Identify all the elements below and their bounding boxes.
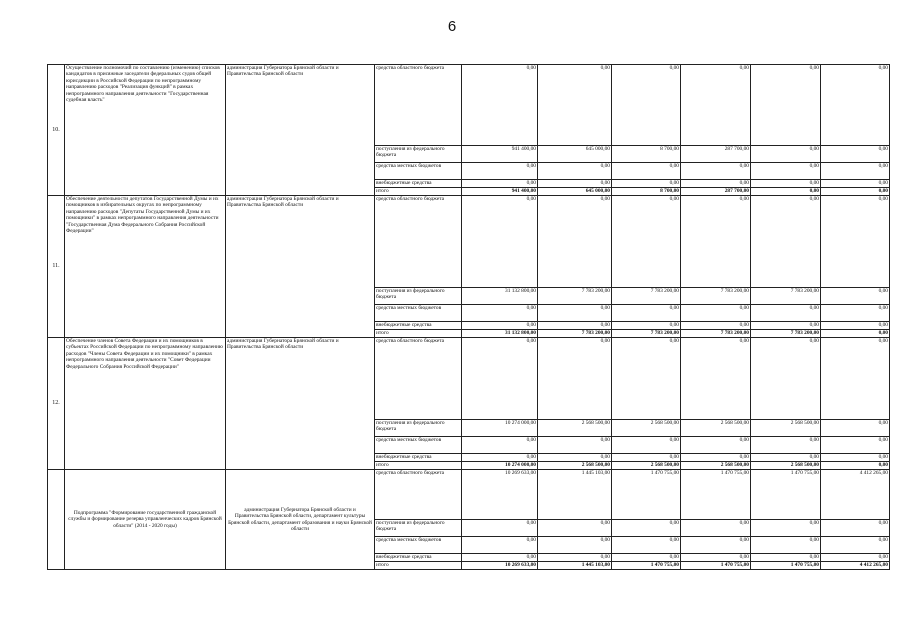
amount-cell: 287 700,00	[681, 188, 751, 196]
measure-name: Подпрограмма "Формирование государственной гражданской службы и формирование резерва управленческих кадров Брянской области" (2014 - 2020 годы)	[65, 470, 226, 570]
amount-cell: 0,00	[681, 305, 751, 322]
funding-source: средства областного бюджета	[375, 470, 462, 520]
amount-cell: 1 470 755,00	[612, 562, 681, 570]
table-row	[48, 338, 890, 420]
amount-cell: 0,00	[751, 163, 821, 180]
amount-cell: 7 783 200,00	[612, 330, 681, 338]
amount-cell: 0,00	[681, 65, 751, 146]
amount-cell: 2 568 500,00	[681, 462, 751, 470]
amount-cell: 0,00	[538, 196, 612, 288]
amount-cell: 0,00	[681, 520, 751, 537]
funding-source: средства местных бюджетов	[375, 163, 462, 180]
amount-cell: 0,00	[821, 65, 890, 146]
amount-cell: 0,00	[462, 305, 538, 322]
amount-cell: 0,00	[751, 146, 821, 163]
measure-name: Осуществление полномочий по составлению (изменению) списков кандидатов в присяжные заседатели федеральных судов общей юрисдикции в Российской Федерации по непрограммному направлению расходов "Реализация функций" в рамках непрограммного направления деятельности "Государственная судебная власть"	[65, 65, 226, 196]
amount-cell: 0,00	[612, 554, 681, 562]
amount-cell: 7 783 200,00	[681, 288, 751, 305]
table-row	[48, 196, 890, 288]
amount-cell: 2 568 500,00	[538, 420, 612, 437]
funding-source: поступления из федерального бюджета	[375, 288, 462, 305]
executor: администрация Губернатора Брянской области и Правительства Брянской области, департамент культуры Брянской области, департамент образования и науки Брянской области	[226, 470, 375, 570]
amount-cell: 10 274 000,00	[462, 462, 538, 470]
amount-cell: 0,00	[462, 163, 538, 180]
table-row	[48, 65, 890, 146]
amount-cell: 0,00	[612, 454, 681, 462]
amount-cell: 941 400,00	[462, 188, 538, 196]
amount-cell: 2 568 500,00	[612, 420, 681, 437]
funding-source: поступления из федерального бюджета	[375, 420, 462, 437]
amount-cell: 0,00	[821, 554, 890, 562]
funding-source: итого	[375, 188, 462, 196]
amount-cell: 0,00	[751, 188, 821, 196]
amount-cell: 0,00	[821, 437, 890, 454]
amount-cell: 0,00	[612, 322, 681, 330]
amount-cell: 0,00	[751, 338, 821, 420]
row-number: 12.	[48, 338, 65, 470]
amount-cell: 0,00	[821, 454, 890, 462]
funding-source: средства областного бюджета	[375, 338, 462, 420]
amount-cell: 31 132 800,00	[462, 330, 538, 338]
amount-cell: 0,00	[538, 305, 612, 322]
amount-cell: 0,00	[538, 338, 612, 420]
amount-cell: 645 000,00	[538, 188, 612, 196]
amount-cell: 7 783 200,00	[538, 330, 612, 338]
amount-cell: 0,00	[462, 554, 538, 562]
amount-cell: 10 269 633,00	[462, 562, 538, 570]
amount-cell: 0,00	[462, 196, 538, 288]
amount-cell: 0,00	[751, 437, 821, 454]
amount-cell: 0,00	[681, 196, 751, 288]
amount-cell: 0,00	[612, 537, 681, 554]
amount-cell: 8 700,00	[612, 146, 681, 163]
amount-cell: 1 470 755,00	[751, 470, 821, 520]
amount-cell: 0,00	[538, 180, 612, 188]
amount-cell: 4 412 265,00	[821, 562, 890, 570]
executor: администрация Губернатора Брянской области и Правительства Брянской области	[226, 65, 375, 196]
funding-source: средства местных бюджетов	[375, 437, 462, 454]
amount-cell: 0,00	[751, 65, 821, 146]
amount-cell: 0,00	[821, 322, 890, 330]
amount-cell: 0,00	[821, 330, 890, 338]
amount-cell: 0,00	[538, 163, 612, 180]
amount-cell: 0,00	[612, 338, 681, 420]
row-number: 10.	[48, 65, 65, 196]
amount-cell: 8 700,00	[612, 188, 681, 196]
amount-cell: 0,00	[821, 163, 890, 180]
amount-cell: 0,00	[821, 520, 890, 537]
amount-cell: 2 568 500,00	[681, 420, 751, 437]
funding-source: внебюджетные средства	[375, 454, 462, 462]
executor: администрация Губернатора Брянской области и Правительства Брянской области	[226, 338, 375, 470]
amount-cell: 1 445 103,00	[538, 562, 612, 570]
amount-cell: 0,00	[681, 554, 751, 562]
amount-cell: 0,00	[538, 437, 612, 454]
amount-cell: 2 568 500,00	[751, 420, 821, 437]
amount-cell: 0,00	[612, 65, 681, 146]
amount-cell: 0,00	[462, 520, 538, 537]
funding-source: средства областного бюджета	[375, 196, 462, 288]
amount-cell: 1 470 755,00	[751, 562, 821, 570]
amount-cell: 0,00	[538, 554, 612, 562]
amount-cell: 0,00	[821, 537, 890, 554]
amount-cell: 7 783 200,00	[751, 330, 821, 338]
amount-cell: 0,00	[612, 196, 681, 288]
row-number	[48, 470, 65, 570]
measure-name: Обеспечение членов Совета Федерации и их помощников в субъектах Российской Федерации по непрограммному направлению расходов "Члены Совета Федерации и их помощники" в рамках непрограммного направления деятельности "Совет Федерации Федерального Собрания Российской Федерации"	[65, 338, 226, 470]
amount-cell: 1 470 755,00	[612, 470, 681, 520]
amount-cell: 0,00	[612, 163, 681, 180]
funding-source: средства местных бюджетов	[375, 305, 462, 322]
amount-cell: 0,00	[462, 454, 538, 462]
amount-cell: 0,00	[538, 520, 612, 537]
amount-cell: 1 470 755,00	[681, 562, 751, 570]
amount-cell: 0,00	[681, 180, 751, 188]
funding-source: внебюджетные средства	[375, 554, 462, 562]
amount-cell: 287 700,00	[681, 146, 751, 163]
amount-cell: 0,00	[612, 437, 681, 454]
amount-cell: 0,00	[538, 537, 612, 554]
amount-cell: 0,00	[821, 196, 890, 288]
funding-source: внебюджетные средства	[375, 322, 462, 330]
amount-cell: 0,00	[751, 537, 821, 554]
amount-cell: 0,00	[751, 180, 821, 188]
amount-cell: 2 568 500,00	[538, 462, 612, 470]
funding-source: итого	[375, 562, 462, 570]
amount-cell: 7 783 200,00	[538, 288, 612, 305]
amount-cell: 7 783 200,00	[751, 288, 821, 305]
amount-cell: 0,00	[751, 554, 821, 562]
amount-cell: 0,00	[612, 305, 681, 322]
amount-cell: 0,00	[751, 454, 821, 462]
amount-cell: 0,00	[751, 520, 821, 537]
amount-cell: 1 445 103,00	[538, 470, 612, 520]
amount-cell: 0,00	[821, 462, 890, 470]
amount-cell: 0,00	[751, 305, 821, 322]
amount-cell: 0,00	[821, 146, 890, 163]
amount-cell: 0,00	[462, 65, 538, 146]
amount-cell: 0,00	[681, 163, 751, 180]
funding-source: внебюджетные средства	[375, 180, 462, 188]
amount-cell: 0,00	[538, 454, 612, 462]
amount-cell: 10 269 633,00	[462, 470, 538, 520]
table-row	[48, 470, 890, 520]
amount-cell: 7 783 200,00	[681, 330, 751, 338]
funding-source: поступления из федерального бюджета	[375, 520, 462, 537]
amount-cell: 0,00	[681, 338, 751, 420]
amount-cell: 0,00	[462, 437, 538, 454]
funding-source: итого	[375, 462, 462, 470]
amount-cell: 0,00	[681, 537, 751, 554]
amount-cell: 0,00	[681, 437, 751, 454]
amount-cell: 0,00	[462, 322, 538, 330]
amount-cell: 0,00	[681, 454, 751, 462]
amount-cell: 0,00	[821, 180, 890, 188]
amount-cell: 0,00	[751, 196, 821, 288]
amount-cell: 0,00	[821, 188, 890, 196]
measure-name: Обеспечение деятельности депутатов Государственной Думы и их помощников в избирательных округах по непрограммному направлению расходов "Депутаты Государственной Думы и их помощники" в рамках непрограммного направления деятельности "Государственная Дума Федерального Собрания Российской Федерации"	[65, 196, 226, 338]
funding-source: итого	[375, 330, 462, 338]
amount-cell: 0,00	[821, 288, 890, 305]
amount-cell: 0,00	[538, 65, 612, 146]
executor: администрация Губернатора Брянской области и Правительства Брянской области	[226, 196, 375, 338]
amount-cell: 0,00	[821, 420, 890, 437]
amount-cell: 2 568 500,00	[751, 462, 821, 470]
amount-cell: 0,00	[821, 305, 890, 322]
amount-cell: 7 783 200,00	[612, 288, 681, 305]
budget-table	[47, 64, 890, 570]
amount-cell: 941 400,00	[462, 146, 538, 163]
funding-source: средства областного бюджета	[375, 65, 462, 146]
amount-cell: 0,00	[681, 322, 751, 330]
amount-cell: 0,00	[538, 322, 612, 330]
amount-cell: 0,00	[751, 322, 821, 330]
amount-cell: 1 470 755,00	[681, 470, 751, 520]
amount-cell: 31 132 800,00	[462, 288, 538, 305]
page-number: 6	[447, 18, 457, 35]
amount-cell: 10 274 000,00	[462, 420, 538, 437]
amount-cell: 0,00	[462, 537, 538, 554]
amount-cell: 0,00	[612, 180, 681, 188]
row-number: 11.	[48, 196, 65, 338]
amount-cell: 645 000,00	[538, 146, 612, 163]
funding-source: средства местных бюджетов	[375, 537, 462, 554]
amount-cell: 4 412 265,00	[821, 470, 890, 520]
amount-cell: 0,00	[612, 520, 681, 537]
amount-cell: 0,00	[462, 338, 538, 420]
amount-cell: 0,00	[821, 338, 890, 420]
amount-cell: 2 568 500,00	[612, 462, 681, 470]
funding-source: поступления из федерального бюджета	[375, 146, 462, 163]
amount-cell: 0,00	[462, 180, 538, 188]
